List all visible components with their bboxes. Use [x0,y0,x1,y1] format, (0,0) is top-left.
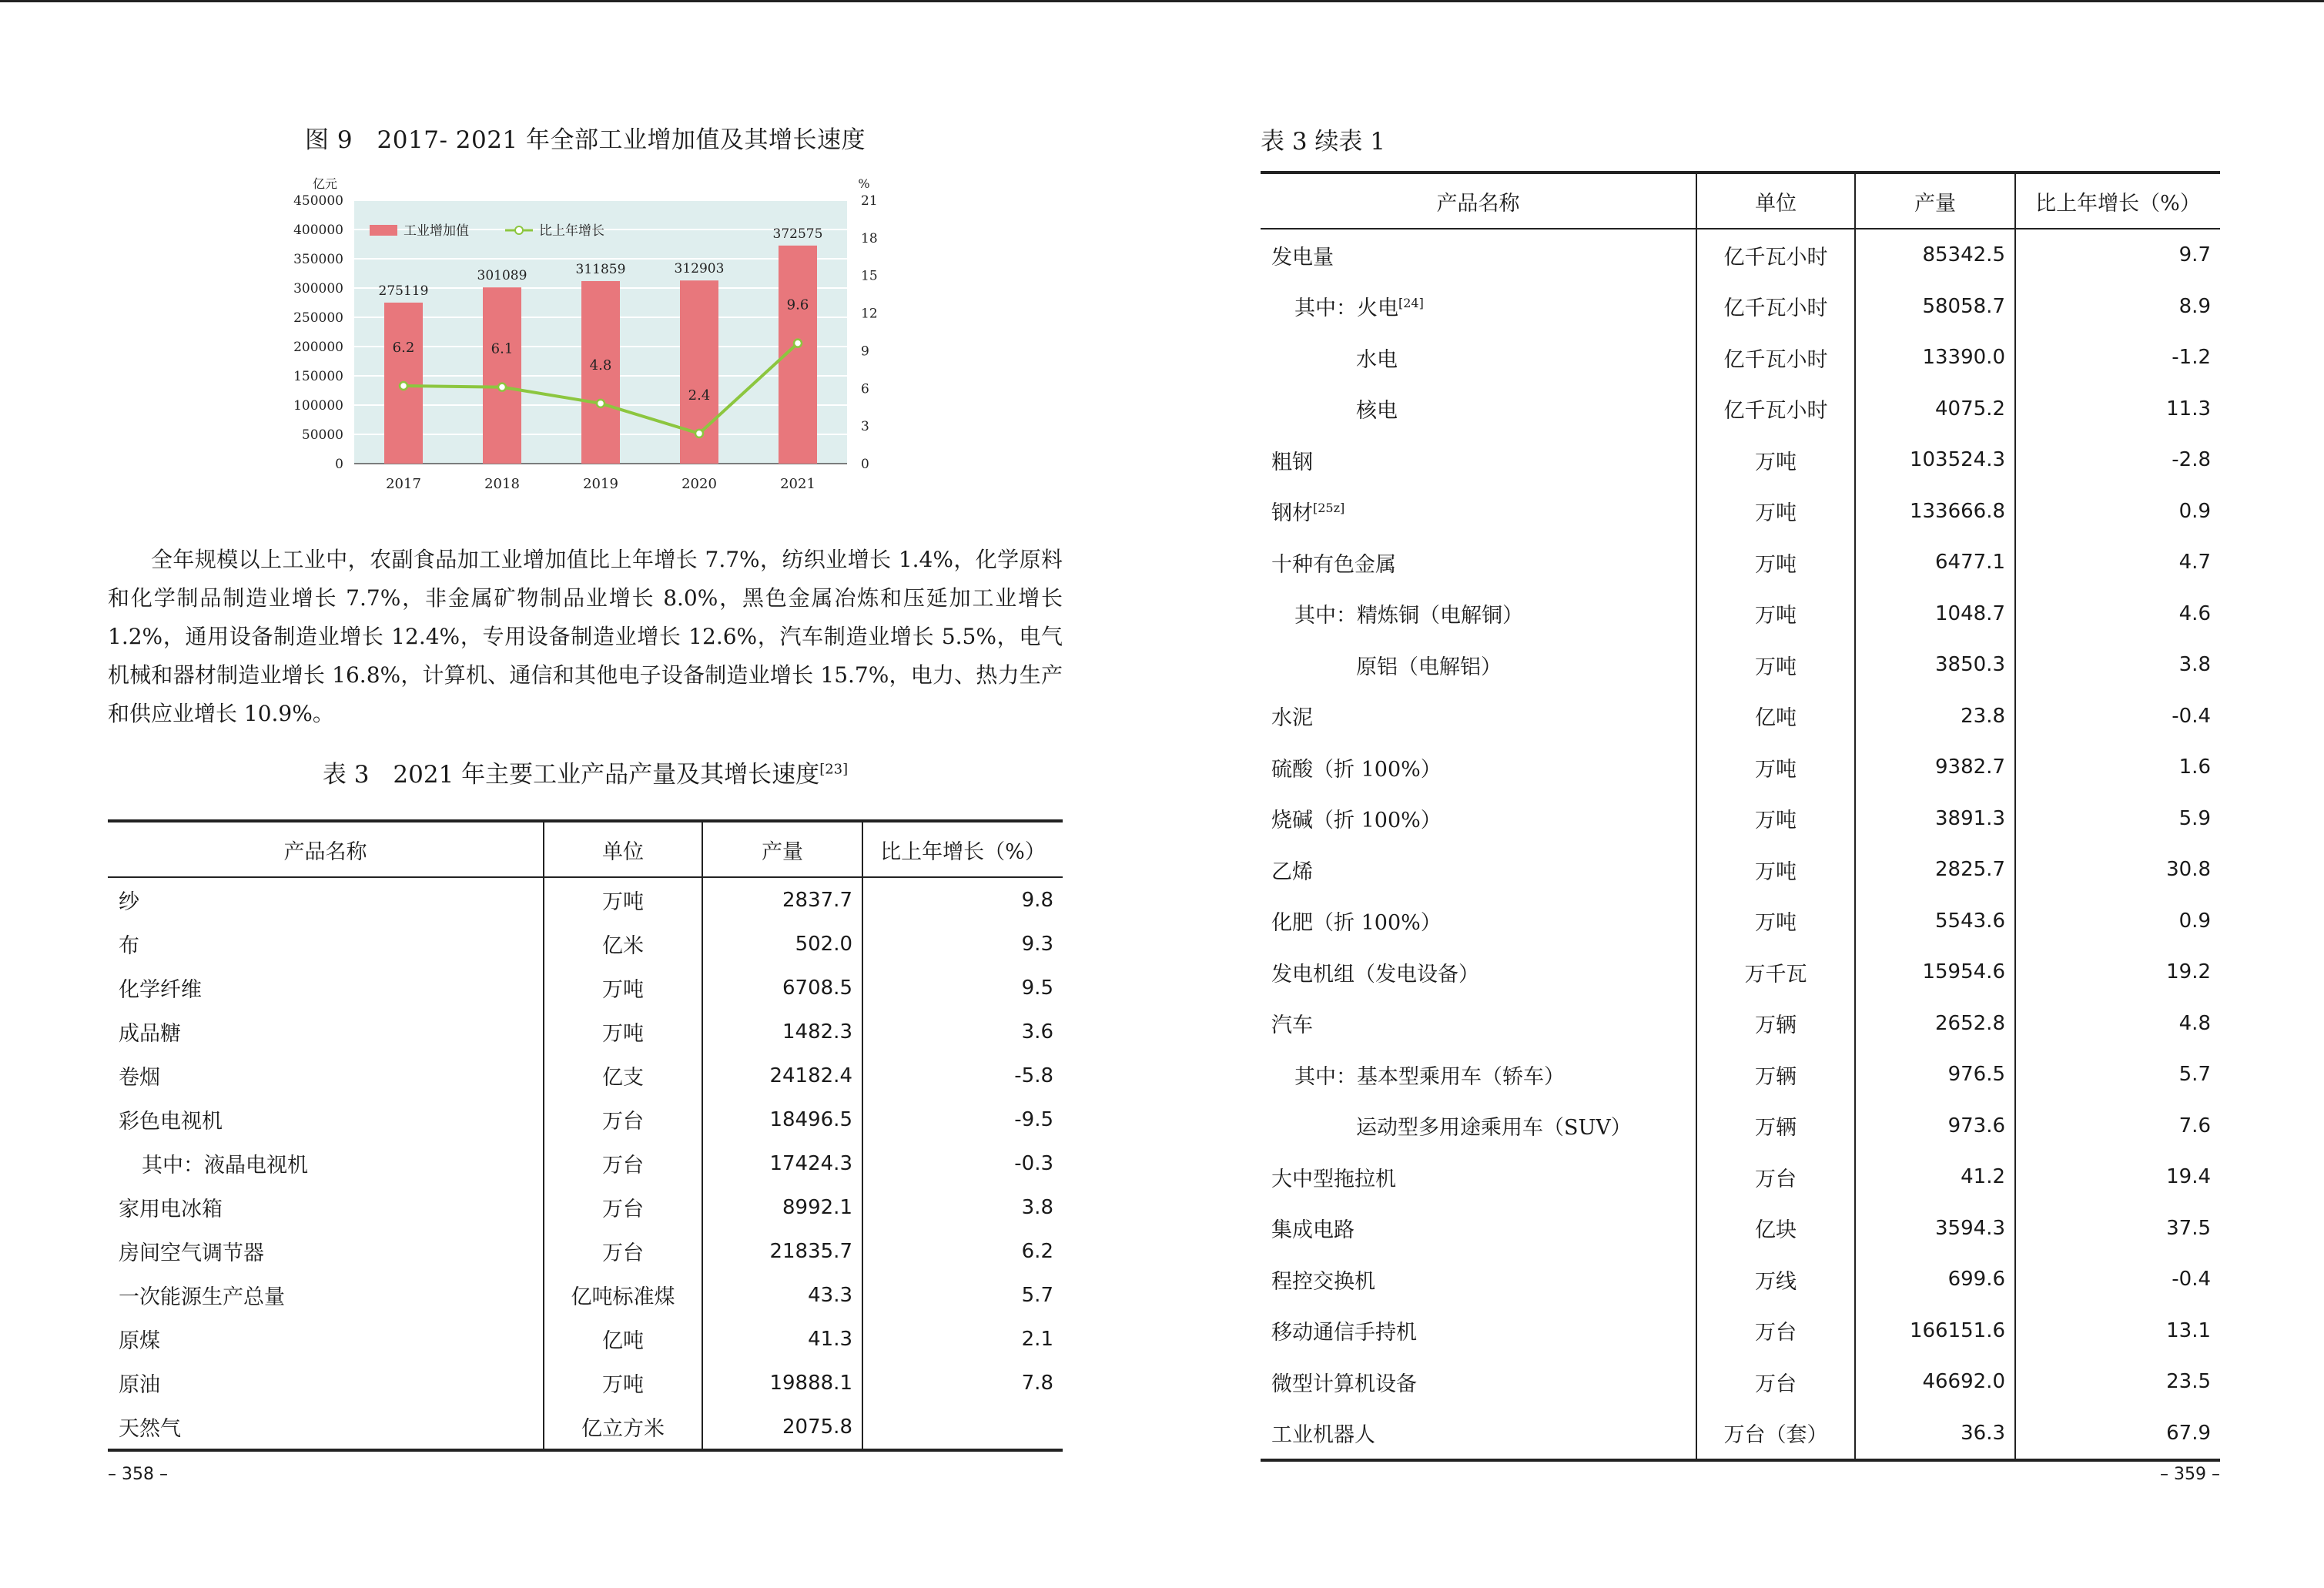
table-row [108,1185,1063,1229]
cell-product-name [1261,332,1696,384]
product-name-text: 大中型拖拉机 [1271,1167,1396,1191]
table-row [108,1361,1063,1405]
header-growth: 比上年增长（%） [862,821,1063,877]
table-row [1261,998,2220,1050]
table-row [108,1054,1063,1097]
cell-growth: -0.3 [862,1141,1063,1185]
y-right-tick-label: 12 [861,306,878,322]
cell-growth: 67.9 [2015,1408,2220,1461]
cell-output: 4075.2 [1855,384,2015,435]
cell-output: 133666.8 [1855,486,2015,538]
line-point [498,384,506,391]
cell-growth: 30.8 [2015,844,2220,896]
line-value-label: 9.6 [786,296,809,313]
cell-growth: 3.6 [862,1010,1063,1054]
cell-output: 58058.7 [1855,281,2015,333]
table-3-title [108,755,1063,789]
cell-output: 2075.8 [702,1405,862,1450]
cell-unit: 万辆 [1696,1049,1855,1101]
header-output: 产量 [702,821,862,877]
bar [483,287,521,464]
cell-output: 23.8 [1855,691,2015,742]
table-row [108,1317,1063,1361]
table-row [1261,537,2220,588]
cell-output: 8992.1 [702,1185,862,1229]
cell-output: 699.6 [1855,1254,2015,1305]
cell-output: 3850.3 [1855,639,2015,691]
table-3-title-text: 表 3 2021 年主要工业产品产量及其增长速度 [322,761,820,789]
line-value-label: 4.8 [589,357,612,374]
product-name-text: 房间空气调节器 [119,1241,264,1265]
product-name-text: 乙烯 [1271,859,1313,884]
line-value-label: 6.2 [392,340,415,357]
cell-unit: 亿吨 [544,1317,702,1361]
cell-product-name [1261,434,1696,486]
product-name-text: 汽车 [1271,1013,1313,1038]
table-header-row [108,821,1063,877]
cell-output: 3594.3 [1855,1203,2015,1255]
product-name-text: 硫酸（折 100%） [1271,757,1442,782]
cell-unit: 万台 [1696,1151,1855,1203]
product-name-text: 原煤 [119,1329,160,1353]
cell-growth: 0.9 [2015,486,2220,538]
table-row [1261,588,2220,640]
table-row [1261,793,2220,845]
header-output: 产量 [1855,173,2015,229]
cell-growth: -1.2 [2015,332,2220,384]
cell-product-name [108,1185,544,1229]
figure-title: 图 9 2017- 2021 年全部工业增加值及其增长速度 [304,126,866,154]
cell-unit: 万吨 [1696,844,1855,896]
cell-growth [862,1405,1063,1450]
cell-unit: 亿吨 [1696,691,1855,742]
cell-growth: 8.9 [2015,281,2220,333]
bar-value-label: 372575 [772,226,823,242]
product-name-text: 工业机器人 [1271,1423,1375,1448]
cell-unit: 万台 [544,1185,702,1229]
table-row [1261,1151,2220,1203]
page-number-left: – 358 – [108,1465,168,1484]
y-left-tick-label: 300000 [293,281,343,296]
line-point [794,340,802,347]
header-product: 产品名称 [1261,173,1696,229]
cell-growth: 11.3 [2015,384,2220,435]
product-name-text: 其中：火电 [1294,296,1398,321]
cell-product-name [108,922,544,966]
table-row [108,877,1063,922]
cell-unit: 万吨 [544,966,702,1010]
cell-unit: 万台 [544,1229,702,1273]
cell-product-name [1261,486,1696,538]
cell-growth: 4.6 [2015,588,2220,640]
product-name-text: 发电量 [1271,245,1334,270]
cell-growth: 9.3 [862,922,1063,966]
cell-unit: 万吨 [1696,639,1855,691]
product-name-text: 水电 [1356,347,1398,372]
cell-unit: 万辆 [1696,998,1855,1050]
product-name-text: 移动通信手持机 [1271,1321,1417,1345]
cell-output: 1048.7 [1855,588,2015,640]
y-right-tick-label: 0 [861,457,869,472]
y-left-unit: 亿元 [312,176,338,191]
cell-output: 15954.6 [1855,946,2015,998]
cell-product-name [108,877,544,922]
page-359 [1162,0,2324,1588]
cell-output: 41.3 [702,1317,862,1361]
cell-product-name [1261,588,1696,640]
cell-output: 502.0 [702,922,862,966]
cell-output: 24182.4 [702,1054,862,1097]
line-value-label: 6.1 [491,340,514,357]
cell-output: 103524.3 [1855,434,2015,486]
cell-output: 36.3 [1855,1408,2015,1461]
legend-swatch-bar [370,225,397,236]
table-row [1261,384,2220,435]
cell-unit: 万台（套） [1696,1408,1855,1461]
cell-growth: 5.9 [2015,793,2220,845]
cell-product-name [1261,691,1696,742]
header-unit: 单位 [1696,173,1855,229]
product-name-text: 核电 [1356,399,1398,424]
table-row [108,1010,1063,1054]
cell-product-name [108,1054,544,1097]
table-row [1261,434,2220,486]
cell-unit: 万吨 [1696,793,1855,845]
cell-unit: 万台 [544,1097,702,1141]
cell-unit: 万吨 [1696,742,1855,793]
line-point [597,400,604,407]
table-row [1261,896,2220,947]
y-left-tick-label: 450000 [293,193,343,209]
cell-growth: 9.5 [862,966,1063,1010]
cell-growth: 4.8 [2015,998,2220,1050]
product-name-text: 成品糖 [119,1022,181,1046]
cell-product-name [1261,537,1696,588]
cell-growth: 5.7 [2015,1049,2220,1101]
table-row [108,1141,1063,1185]
table-row [1261,1254,2220,1305]
line-point [400,382,407,390]
cell-growth: -5.8 [862,1054,1063,1097]
cell-output: 973.6 [1855,1101,2015,1152]
cell-growth: 7.6 [2015,1101,2220,1152]
product-name-text: 粗钢 [1271,450,1313,474]
cell-product-name [1261,1305,1696,1357]
cell-unit: 万吨 [1696,486,1855,538]
table-row [1261,639,2220,691]
table-row [1261,1049,2220,1101]
product-name-text: 十种有色金属 [1271,552,1396,577]
product-name-text: 程控交换机 [1271,1269,1375,1294]
cell-product-name [1261,1203,1696,1255]
y-left-tick-label: 150000 [293,369,343,384]
bar-value-label: 301089 [477,268,527,284]
product-name-text: 钢材 [1271,501,1313,526]
cell-product-name [1261,281,1696,333]
table-3-footnote: [23] [819,761,849,778]
x-tick-label: 2017 [386,476,421,492]
cell-output: 85342.5 [1855,229,2015,281]
cell-growth: 5.7 [862,1273,1063,1317]
cell-unit: 亿支 [544,1054,702,1097]
cell-output: 2652.8 [1855,998,2015,1050]
footnote-ref: [25z] [1313,501,1345,516]
product-name-text: 原油 [119,1373,160,1397]
product-name-text: 发电机组（发电设备） [1271,962,1479,987]
cell-product-name [108,1141,544,1185]
table-3 [108,819,1063,1452]
cell-product-name [108,1361,544,1405]
cell-output: 166151.6 [1855,1305,2015,1357]
cell-growth: 2.1 [862,1317,1063,1361]
x-tick-label: 2020 [681,476,717,492]
table-row [1261,1305,2220,1357]
cell-growth: 19.2 [2015,946,2220,998]
y-right-tick-label: 9 [861,343,869,360]
y-left-tick-label: 250000 [293,310,343,326]
header-product: 产品名称 [108,821,544,877]
cell-output: 18496.5 [702,1097,862,1141]
table-row [1261,844,2220,896]
cell-product-name [108,1229,544,1273]
cell-output: 19888.1 [702,1361,862,1405]
cell-product-name [1261,896,1696,947]
cell-growth: 13.1 [2015,1305,2220,1357]
product-name-text: 运动型多用途乘用车（SUV） [1356,1116,1632,1141]
cell-product-name [108,1273,544,1317]
table-header-row [1261,173,2220,229]
cell-growth: 4.7 [2015,537,2220,588]
cell-output: 43.3 [702,1273,862,1317]
cell-output: 21835.7 [702,1229,862,1273]
cell-unit: 万线 [1696,1254,1855,1305]
cell-growth: -2.8 [2015,434,2220,486]
cell-unit: 亿千瓦小时 [1696,332,1855,384]
legend-label-line: 比上年增长 [539,223,604,239]
table-row [1261,332,2220,384]
product-name-text: 一次能源生产总量 [119,1285,285,1309]
y-left-tick-label: 50000 [301,427,343,443]
product-name-text: 纱 [119,890,139,914]
cell-product-name [1261,742,1696,793]
cell-unit: 万吨 [544,877,702,922]
product-name-text: 其中：基本型乘用车（轿车） [1294,1064,1565,1089]
table-row [1261,1408,2220,1461]
y-left-tick-label: 350000 [293,252,343,267]
legend-label-bar: 工业增加值 [404,223,469,239]
cell-unit: 亿米 [544,922,702,966]
page-number-right: – 359 – [2160,1465,2220,1484]
product-name-text: 化学纤维 [119,978,202,1002]
cell-unit: 万吨 [1696,537,1855,588]
cell-output: 6477.1 [1855,537,2015,588]
cell-unit: 万吨 [1696,896,1855,947]
cell-output: 2825.7 [1855,844,2015,896]
y-left-tick-label: 100000 [293,398,343,414]
table-row [108,1097,1063,1141]
table-3-body [108,877,1063,1450]
product-name-text: 原铝（电解铝） [1356,655,1502,679]
footnote-ref: [24] [1398,296,1424,311]
x-tick-label: 2018 [484,476,520,492]
x-tick-label: 2021 [780,476,815,492]
cell-output: 2837.7 [702,877,862,922]
y-right-tick-label: 15 [861,268,878,284]
table-row [108,966,1063,1010]
cell-product-name [1261,1408,1696,1461]
table-row [1261,691,2220,742]
summary-paragraph: 全年规模以上工业中，农副食品加工业增加值比上年增长 7.7%，纺织业增长 1.4%，化学原料和化学制品制造业增长 7.7%，非金属矿物制品业增长 8.0%，黑色金属冶炼和压延加工业增长 1.2%，通用设备制造业增长 12.4%，专用设备制造业增长 12.6%，汽车制造业增长 5.5%，电气机械和器材制造业增长 16.8%，计算机、通信和其他电子设备制造业增长 15.7%，电力、热力生产和供应业增长 10.9%。 [108,547,1063,726]
cell-growth: -0.4 [2015,691,2220,742]
cell-unit: 万辆 [1696,1101,1855,1152]
table-row [1261,1101,2220,1152]
cell-unit: 万台 [544,1141,702,1185]
cell-product-name [1261,1101,1696,1152]
table-row [1261,946,2220,998]
cell-product-name [1261,1254,1696,1305]
cell-unit: 万千瓦 [1696,946,1855,998]
cell-growth: -9.5 [862,1097,1063,1141]
cell-unit: 万台 [1696,1305,1855,1357]
table-row [1261,281,2220,333]
cell-growth: -0.4 [2015,1254,2220,1305]
cell-output: 3891.3 [1855,793,2015,845]
cell-growth: 23.5 [2015,1356,2220,1408]
y-left-tick-label: 200000 [293,340,343,355]
y-left-tick-label: 0 [335,457,343,472]
product-name-text: 烧碱（折 100%） [1271,809,1442,833]
bar-value-label: 275119 [378,283,429,299]
cell-unit: 亿块 [1696,1203,1855,1255]
table-row [1261,1356,2220,1408]
product-name-text: 家用电冰箱 [119,1198,223,1221]
cell-product-name [1261,793,1696,845]
header-unit: 单位 [544,821,702,877]
header-growth: 比上年增长（%） [2015,173,2220,229]
product-name-text: 布 [119,934,139,958]
cell-product-name [1261,1049,1696,1101]
y-right-tick-label: 6 [861,381,869,397]
cell-output: 17424.3 [702,1141,862,1185]
product-name-text: 彩色电视机 [119,1110,223,1134]
cell-output: 41.2 [1855,1151,2015,1203]
legend-swatch-marker [515,226,523,234]
cell-product-name [1261,844,1696,896]
cell-growth: 1.6 [2015,742,2220,793]
table-row [1261,229,2220,281]
cell-product-name [1261,946,1696,998]
table-row [108,922,1063,966]
cell-product-name [1261,384,1696,435]
cell-output: 6708.5 [702,966,862,1010]
chart-svg [262,176,893,499]
product-name-text: 水泥 [1271,706,1313,731]
cell-output: 46692.0 [1855,1356,2015,1408]
cell-growth: 6.2 [862,1229,1063,1273]
cell-output: 1482.3 [702,1010,862,1054]
cell-unit: 亿立方米 [544,1405,702,1450]
product-name-text: 卷烟 [119,1066,160,1090]
bar-value-label: 312903 [674,261,725,277]
cell-product-name [108,966,544,1010]
cell-unit: 万吨 [1696,588,1855,640]
table-3-continued [1261,171,2220,1462]
cell-unit: 万吨 [544,1010,702,1054]
y-right-unit: % [858,176,870,191]
line-value-label: 2.4 [688,387,711,404]
product-name-text: 微型计算机设备 [1271,1372,1417,1396]
cell-product-name [1261,998,1696,1050]
cell-unit: 亿吨标准煤 [544,1273,702,1317]
x-tick-label: 2019 [583,476,618,492]
cell-growth: 9.7 [2015,229,2220,281]
product-name-text: 集成电路 [1271,1218,1355,1243]
table-row [108,1273,1063,1317]
cell-unit: 万吨 [1696,434,1855,486]
product-name-text: 化肥（折 100%） [1271,911,1442,936]
cell-growth: 9.8 [862,877,1063,922]
y-right-tick-label: 3 [861,419,869,435]
table-row [108,1405,1063,1450]
cell-growth: 7.8 [862,1361,1063,1405]
table-row [1261,742,2220,793]
table-3-continued-body [1261,229,2220,1460]
table-3-cont-title: 表 3 续表 1 [1261,128,1386,156]
product-name-text: 天然气 [119,1417,181,1441]
cell-growth: 3.8 [2015,639,2220,691]
cell-unit: 亿千瓦小时 [1696,384,1855,435]
table-row [108,1229,1063,1273]
cell-unit: 万吨 [544,1361,702,1405]
y-right-tick-label: 21 [861,193,878,209]
cell-output: 976.5 [1855,1049,2015,1101]
cell-product-name [1261,1151,1696,1203]
cell-product-name [108,1097,544,1141]
bar-value-label: 311859 [575,261,626,277]
cell-output: 9382.7 [1855,742,2015,793]
cell-product-name [1261,639,1696,691]
table-row [1261,1203,2220,1255]
cell-growth: 37.5 [2015,1203,2220,1255]
cell-unit: 万台 [1696,1356,1855,1408]
cell-growth: 3.8 [862,1185,1063,1229]
cell-growth: 0.9 [2015,896,2220,947]
y-right-tick-label: 18 [861,230,878,246]
cell-growth: 19.4 [2015,1151,2220,1203]
product-name-text: 其中：液晶电视机 [142,1154,308,1178]
table-row [1261,486,2220,538]
cell-product-name [108,1010,544,1054]
cell-output: 5543.6 [1855,896,2015,947]
cell-product-name [1261,229,1696,281]
cell-output: 13390.0 [1855,332,2015,384]
cell-product-name [108,1405,544,1450]
product-name-text: 其中：精炼铜（电解铜） [1294,604,1523,628]
cell-product-name [1261,1356,1696,1408]
cell-product-name [108,1317,544,1361]
line-point [695,430,703,437]
cell-unit: 亿千瓦小时 [1696,229,1855,281]
cell-unit: 亿千瓦小时 [1696,281,1855,333]
y-left-tick-label: 400000 [293,223,343,238]
industry-value-chart [262,176,893,499]
